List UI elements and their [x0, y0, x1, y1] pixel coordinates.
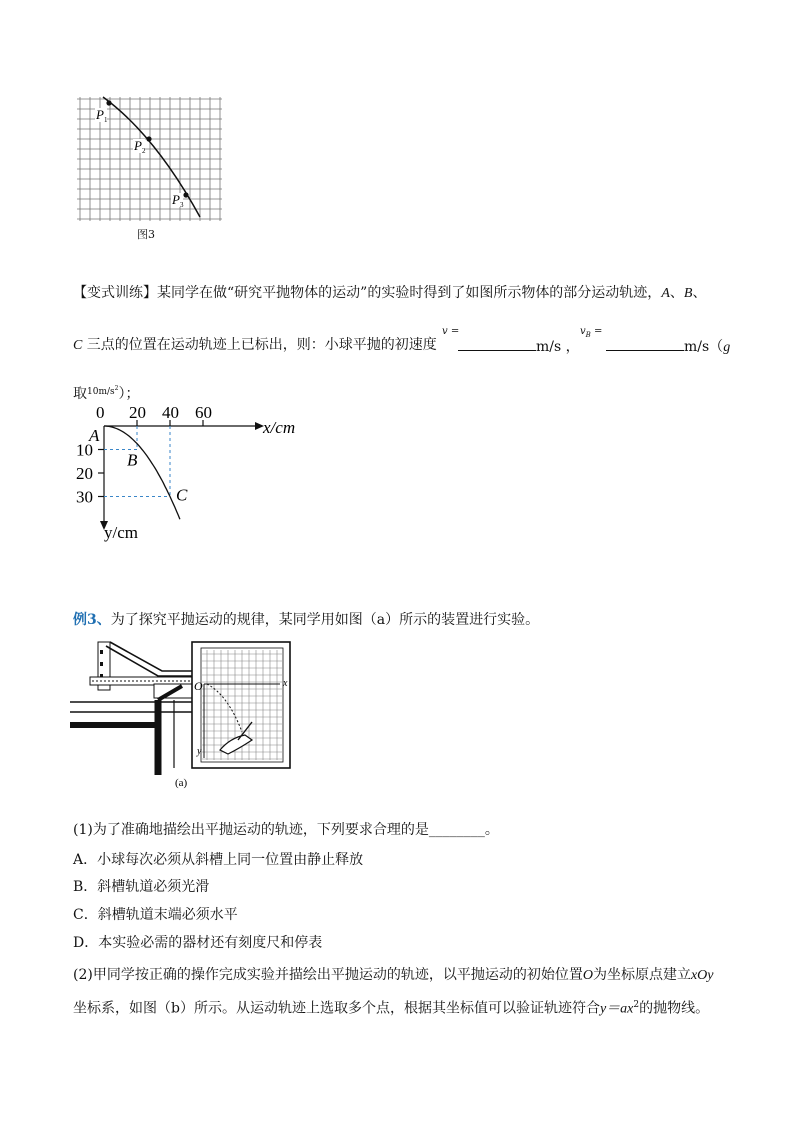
variant-trajectory-chart [70, 402, 320, 548]
fig3-point-p2 [146, 136, 151, 141]
q1-option-c[interactable]: C．斜槽轨道末端必须水平 [73, 907, 238, 923]
variant-line-3: 取$^{10m/s^2}$）； [73, 385, 140, 402]
example3-text: 为了探究平抛运动的规律，某同学用如图（a）所示的装置进行实验。 [110, 612, 540, 628]
v0-symbol: v = [442, 326, 460, 337]
example3-heading [73, 610, 539, 630]
v0-answer-blank[interactable] [458, 336, 536, 351]
variant-line-2: C 三点的位置在运动轨迹上已标出，则：小球平抛的初速度 [73, 337, 437, 353]
x-tick-60: 60 [195, 403, 212, 422]
fig3-label-p2: P [134, 138, 142, 153]
variant-line-1: 【变式训练】某同学在做“研究平抛物体的运动”的实验时得到了如图所示物体的部分运动轨迹，A、B、 [73, 285, 707, 301]
apparatus-caption: (a) [175, 777, 188, 789]
apparatus-label-x: x [283, 678, 288, 689]
apparatus-label-origin: O [194, 679, 203, 693]
y-tick-30: 30 [76, 487, 93, 507]
g-value: 10m/s2 [87, 385, 119, 397]
svg-text:3: 3 [180, 201, 184, 209]
q2-line-1: (2)甲同学按正确的操作完成实验并描绘出平抛运动的轨迹，以平抛运动的初始位置O为坐标原点建立xOy [73, 967, 714, 983]
y-axis-label: y/cm [104, 523, 138, 542]
x-axis-label: x/cm [263, 418, 296, 437]
q1-option-a[interactable]: A．小球每次必须从斜槽上同一位置由静止释放 [73, 852, 364, 868]
y-tick-10: 10 [76, 440, 93, 460]
fig3-point-p1 [106, 100, 111, 105]
x-tick-40: 40 [162, 403, 179, 422]
point-label-A: A [89, 426, 100, 445]
point-label-C: C [176, 485, 188, 505]
example3-label: 例3、 [73, 612, 111, 628]
vb-answer-blank[interactable] [606, 336, 684, 351]
fig3-label-p1: P [96, 107, 104, 122]
svg-text:1: 1 [104, 116, 108, 124]
v0-answer-row: m/s ， [458, 336, 580, 357]
vb-answer-row: m/s（g [606, 336, 730, 358]
y-tick-20: 20 [76, 464, 93, 483]
x-tick-0: 0 [96, 403, 105, 422]
variant-intro-text: 【变式训练】某同学在做“研究平抛物体的运动”的实验时得到了如图所示物体的部分运动轨迹， [73, 285, 662, 301]
fig3-label-p3: P [172, 192, 180, 207]
fig3-caption: 图3 [137, 228, 155, 241]
apparatus-label-y: y [197, 746, 202, 757]
fig3-point-p3 [183, 192, 188, 197]
vb-symbol: $v_B$ = [580, 326, 603, 339]
q1-option-d[interactable]: D．本实验必需的器材还有刻度尺和停表 [73, 935, 323, 951]
x-tick-20: 20 [129, 403, 146, 422]
point-label-B: B [127, 450, 138, 470]
q1-option-b[interactable]: B．斜槽轨道必须光滑 [73, 879, 210, 895]
variant-trajectory-curve [104, 426, 180, 519]
apparatus-figure [70, 640, 300, 790]
q2-line-2: 坐标系，如图（b）所示。从运动轨迹上选取多个点，根据其坐标值可以验证轨迹符合$y=ax^2$的抛物线。 [73, 1000, 710, 1017]
fig3-grid-figure [75, 95, 225, 225]
svg-text:2: 2 [142, 147, 146, 155]
q1-stem: (1)为了准确地描绘出平抛运动的轨迹，下列要求合理的是________。 [73, 822, 499, 838]
